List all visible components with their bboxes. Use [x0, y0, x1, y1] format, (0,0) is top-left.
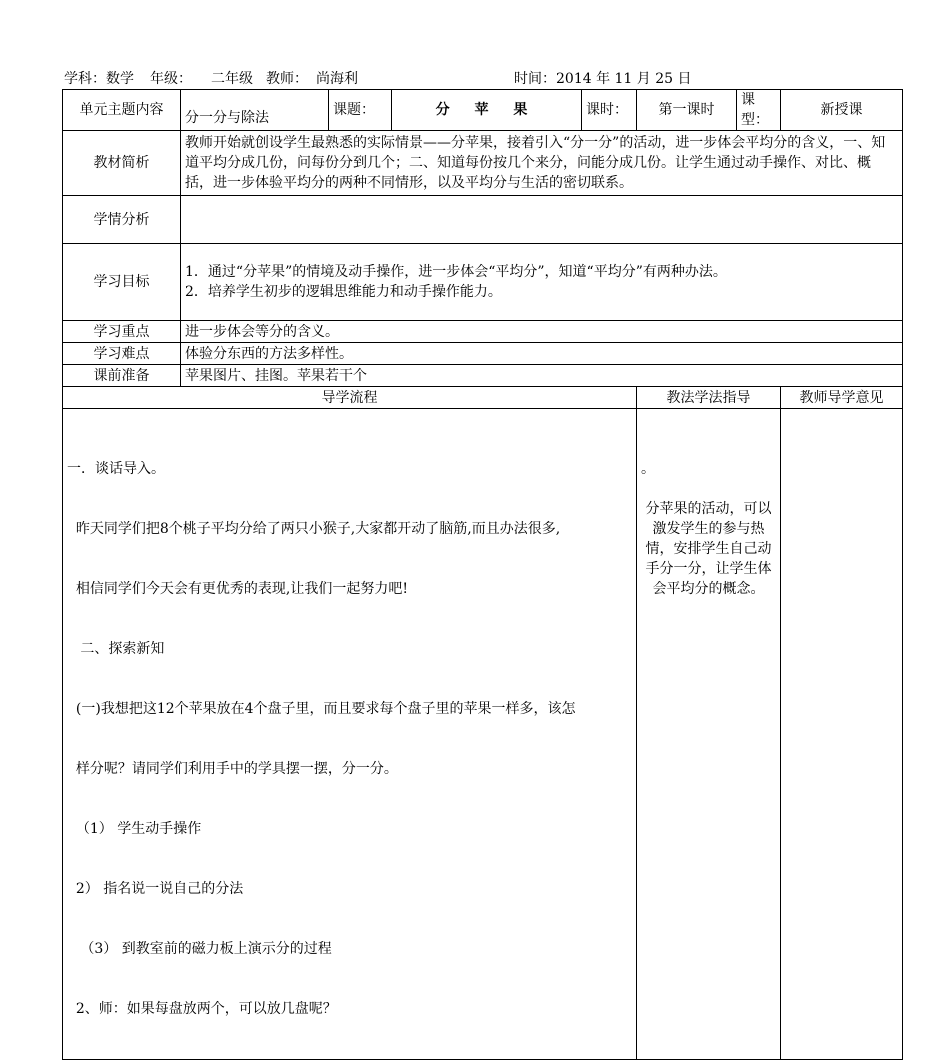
method-header: 教法学法指导 — [637, 387, 781, 409]
type-value: 新授课 — [781, 90, 903, 131]
students-text — [181, 196, 903, 244]
process-line: 样分呢？请同学们利用手中的学具摆一摆，分一分。 — [67, 761, 398, 777]
process-line: 相信同学们今天会有更优秀的表现,让我们一起努力吧! — [67, 581, 408, 597]
process-line: 二、探索新知 — [67, 641, 165, 657]
date-text: 时间：2014 年 11 月 25 日 — [514, 71, 692, 87]
subject-label: 学科：数学 — [64, 71, 134, 87]
process-line: 一．谈话导入。 — [67, 461, 165, 477]
method-line: 分苹果的活动，可以 — [645, 501, 772, 517]
flow-content-row — [63, 409, 903, 1060]
period-label: 课时： — [582, 90, 637, 131]
lesson-plan-table — [62, 89, 903, 1060]
process-line: （1） 学生动手操作 — [67, 821, 202, 837]
method-content — [637, 409, 781, 1060]
period-value: 第一课时 — [637, 90, 737, 131]
unit-label: 单元主题内容 — [63, 90, 181, 131]
prep-label: 课前准备 — [63, 365, 181, 387]
prep-text: 苹果图片、挂图。苹果若干个 — [181, 365, 903, 387]
difficulty-label: 学习难点 — [63, 343, 181, 365]
flow-header-row — [63, 387, 903, 409]
goals-label: 学习目标 — [63, 244, 181, 321]
lesson-title: 分 苹 果 — [392, 90, 582, 131]
goals-text — [181, 244, 903, 321]
method-line: 会平均分的概念。 — [652, 581, 765, 597]
process-line: (一)我想把这12个苹果放在4个盘子里，而且要求每个盘子里的苹果一样多，该怎 — [67, 701, 576, 717]
key-point-text: 进一步体会等分的含义。 — [181, 321, 903, 343]
process-line: （3） 到教室前的磁力板上演示分的过程 — [67, 941, 332, 957]
students-label: 学情分析 — [63, 196, 181, 244]
opinion-header: 教师导学意见 — [781, 387, 903, 409]
material-row — [63, 131, 903, 196]
students-row — [63, 196, 903, 244]
grade-value: 二年级 — [211, 71, 253, 87]
difficulty-text: 体验分东西的方法多样性。 — [181, 343, 903, 365]
process-line: 2、师：如果每盘放两个，可以放几盘呢？ — [67, 1001, 337, 1017]
type-label: 课型： — [737, 90, 781, 131]
goal-line: 1．通过“分苹果”的情境及动手操作，进一步体会“平均分”，知道“平均分”有两种办法。 — [185, 264, 727, 280]
opinion-content — [781, 409, 903, 1060]
process-line: 2） 指名说一说自己的分法 — [67, 881, 244, 897]
material-text: 教师开始就创设学生最熟悉的实际情景——分苹果，接着引入“分一分”的活动，进一步体会平均分的含义，一、知道平均分成几份，问每份分到几个；二、知道每份按几个来分，问能分成几份。让学生通过动手操作、对比、概括，进一步体验平均分的两种不同情形，以及平均分与生活的密切联系。 — [181, 131, 903, 196]
teacher-value: 尚海利 — [316, 71, 358, 87]
unit-value: 分一分与除法 — [181, 90, 329, 131]
material-label: 教材简析 — [63, 131, 181, 196]
key-point-row — [63, 321, 903, 343]
teacher-label: 教师： — [266, 71, 308, 87]
lesson-header — [64, 68, 904, 88]
process-line: 昨天同学们把8个桃子平均分给了两只小猴子,大家都开动了脑筋,而且办法很多, — [67, 521, 561, 537]
goal-line: 2．培养学生初步的逻辑思维能力和动手操作能力。 — [185, 284, 502, 300]
method-line: 激发学生的参与热 — [652, 521, 765, 537]
prep-row — [63, 365, 903, 387]
method-line — [641, 479, 776, 499]
process-content — [63, 409, 637, 1060]
difficulty-row — [63, 343, 903, 365]
method-line: 。 — [641, 461, 655, 477]
method-line: 手分一分，让学生体 — [645, 561, 772, 577]
key-point-label: 学习重点 — [63, 321, 181, 343]
process-header: 导学流程 — [63, 387, 637, 409]
grade-label: 年级： — [150, 71, 192, 87]
topic-row — [63, 90, 903, 131]
method-line: 情，安排学生自己动 — [645, 541, 772, 557]
goals-row — [63, 244, 903, 321]
lesson-label: 课题： — [329, 90, 392, 131]
